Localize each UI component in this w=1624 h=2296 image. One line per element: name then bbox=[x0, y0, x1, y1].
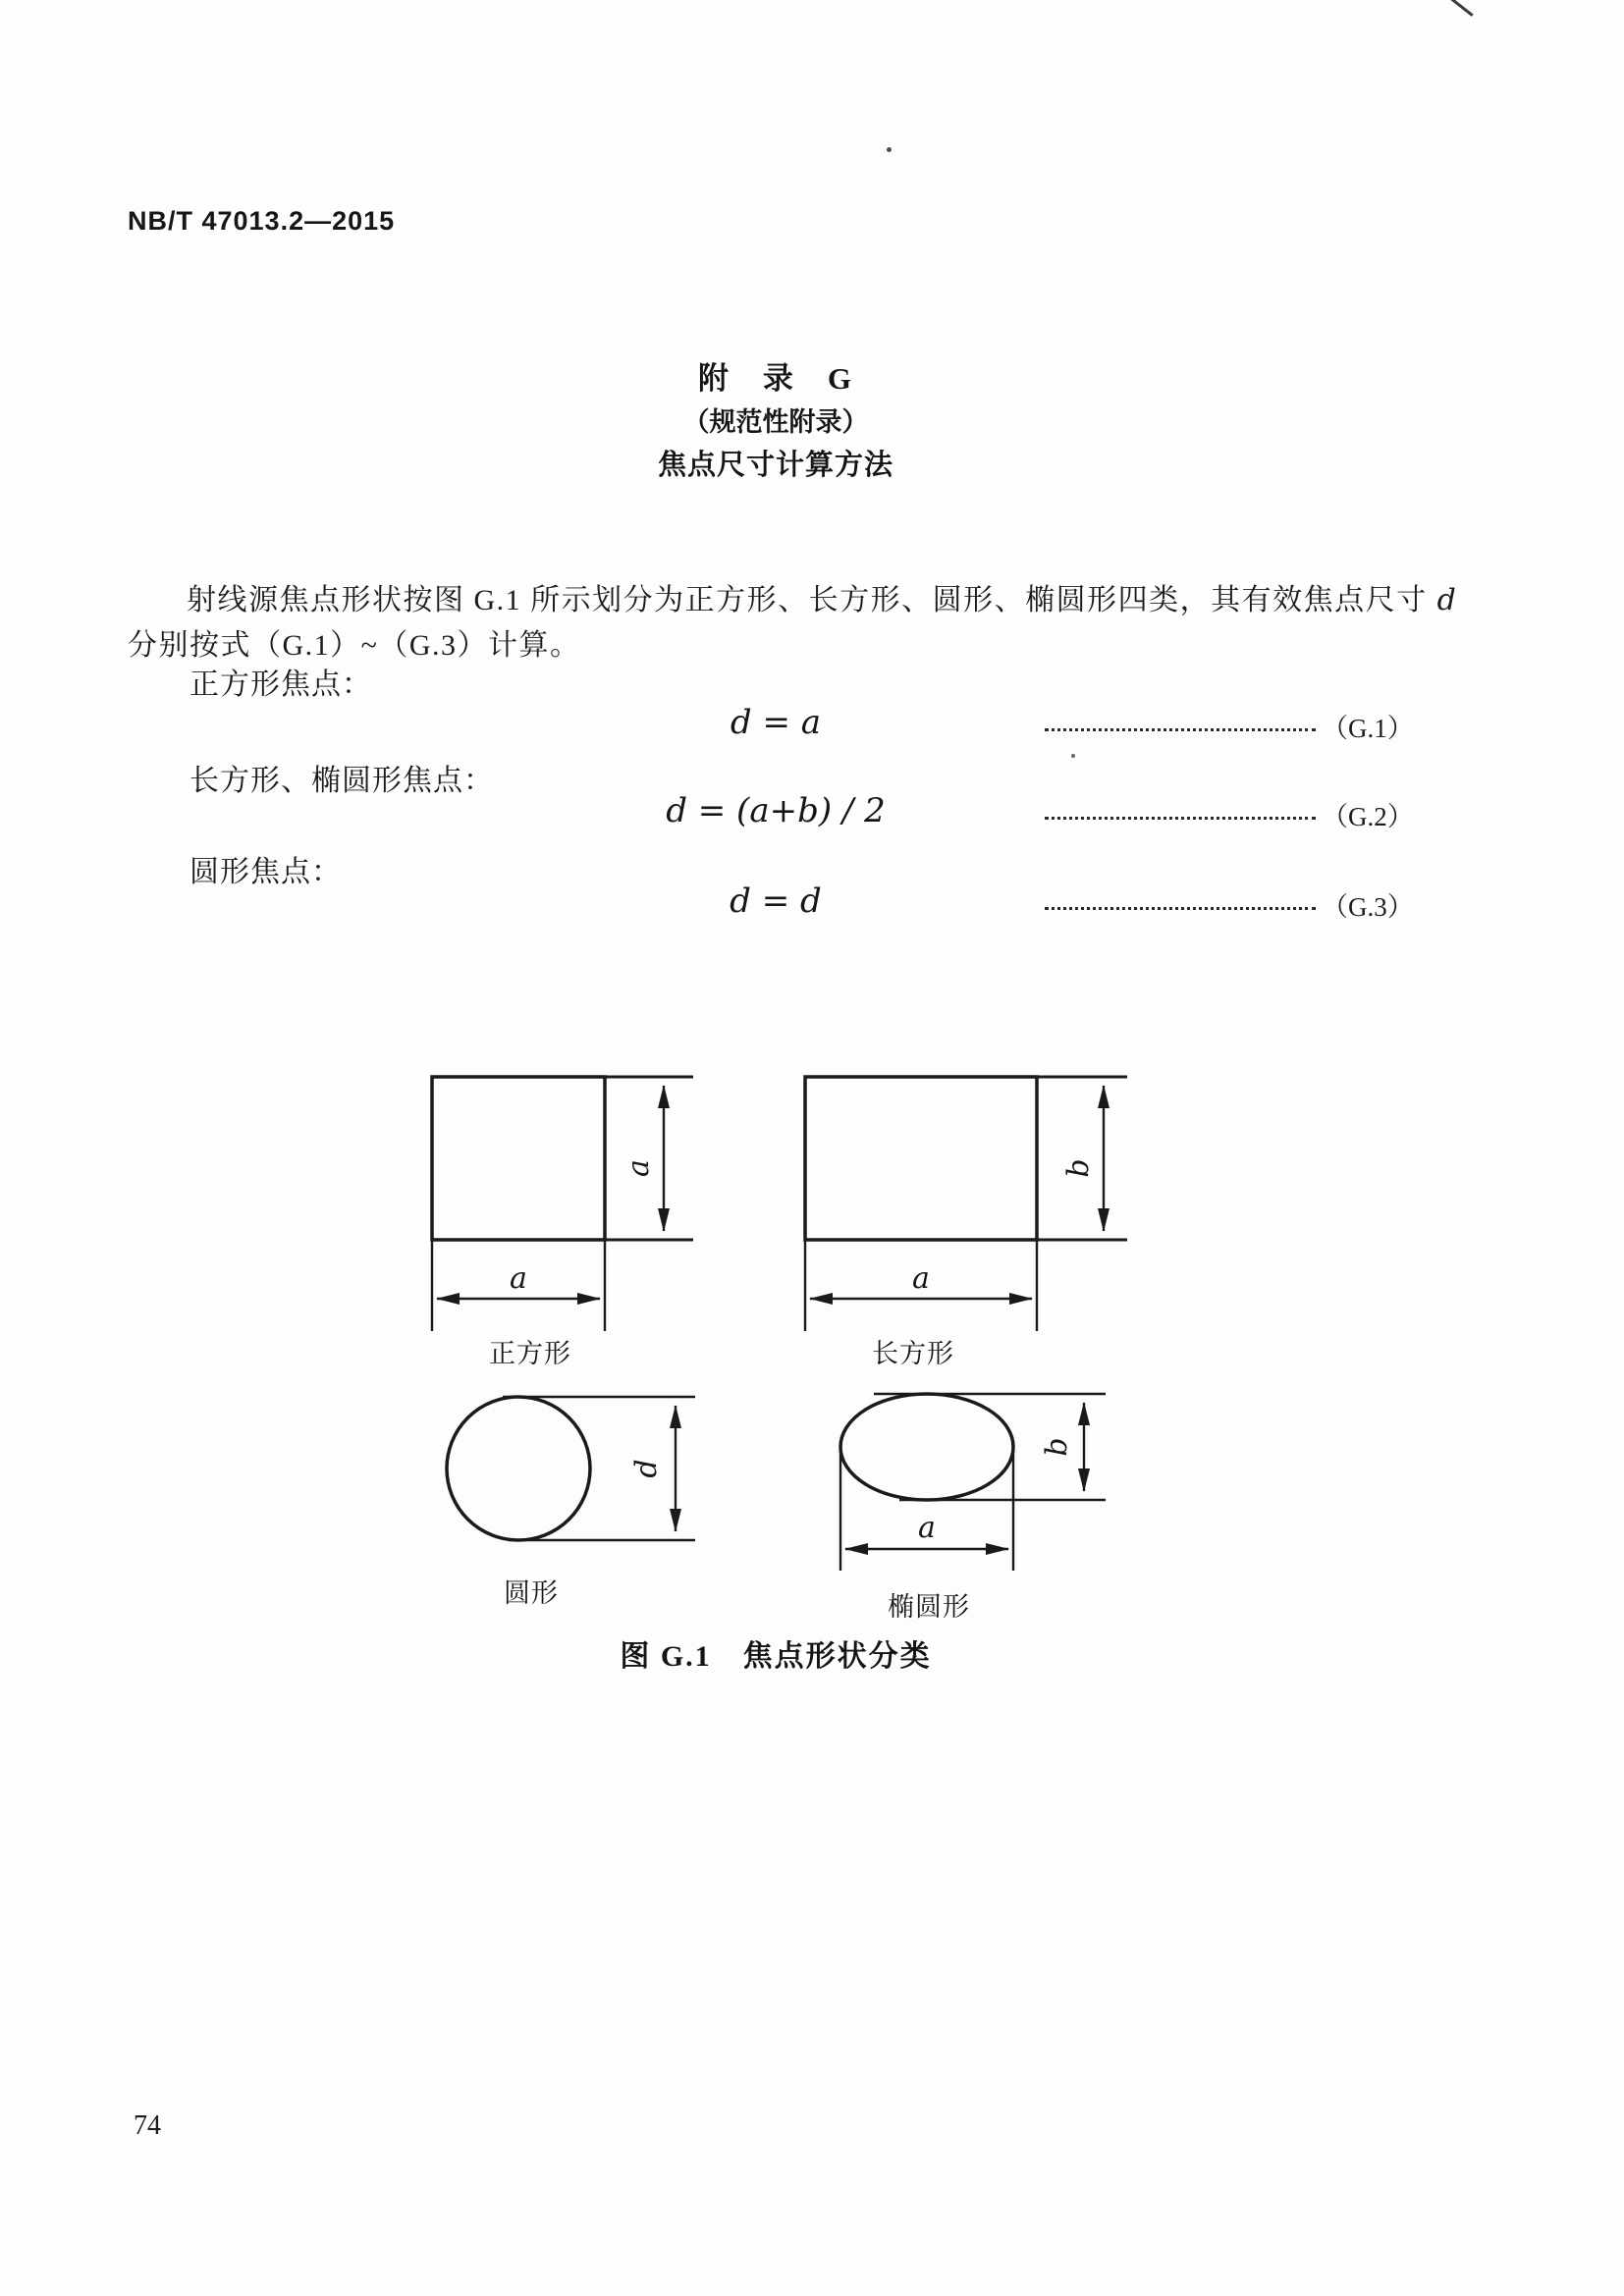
ellipse-height-dim-label: b bbox=[1040, 1437, 1074, 1457]
circle-shape bbox=[447, 1397, 590, 1540]
equation-3-label: 圆形焦点： bbox=[189, 856, 342, 888]
appendix-title: 附 录 G bbox=[697, 361, 854, 396]
equation-2-label: 长方形、椭圆形焦点： bbox=[189, 765, 494, 797]
square-width-dim-label: a bbox=[510, 1261, 527, 1296]
figure-g1 bbox=[373, 1031, 1237, 1718]
ellipse-shape-group bbox=[840, 1394, 1106, 1571]
square-shape-group bbox=[432, 1077, 693, 1331]
circle-label: 圆形 bbox=[504, 1578, 559, 1608]
intro-line-1 bbox=[128, 575, 1463, 618]
rectangle-height-dim-label: b bbox=[1061, 1158, 1096, 1178]
rectangle-label: 长方形 bbox=[872, 1339, 954, 1368]
figure-caption: 图 G.1 焦点形状分类 bbox=[620, 1640, 932, 1673]
intro-line-2: 分别按式（G.1）~（G.3）计算。 bbox=[128, 629, 581, 662]
equation-1-number: （G.1） bbox=[1322, 714, 1414, 743]
rectangle-shape bbox=[805, 1077, 1037, 1240]
ellipse-width-dim-label: a bbox=[918, 1511, 936, 1545]
rectangle-shape-group bbox=[805, 1077, 1127, 1331]
square-height-dim-label: a bbox=[622, 1159, 656, 1177]
rectangle-width-dim-label: a bbox=[912, 1261, 930, 1296]
equation-3-leader-dots bbox=[1045, 887, 1316, 910]
equation-3-formula: d = d bbox=[730, 881, 822, 921]
variable-d: d bbox=[1436, 583, 1456, 617]
scan-corner-mark bbox=[1448, 0, 1473, 17]
equation-1-label: 正方形焦点： bbox=[189, 668, 372, 701]
appendix-subtitle: （规范性附录） bbox=[682, 407, 869, 437]
intro-line-1-text: 射线源焦点形状按图 G.1 所示划分为正方形、长方形、圆形、椭圆形四类，其有效焦点尺寸 bbox=[187, 584, 1428, 616]
equation-3-number: （G.3） bbox=[1322, 892, 1414, 922]
scan-speck bbox=[1071, 754, 1075, 758]
equation-1-leader-dots bbox=[1045, 709, 1316, 731]
page-number: 74 bbox=[134, 2110, 161, 2141]
appendix-heading: 焦点尺寸计算方法 bbox=[657, 450, 893, 481]
circle-diameter-dim-label: d bbox=[629, 1459, 664, 1478]
ellipse-label: 椭圆形 bbox=[888, 1592, 970, 1622]
equation-2-leader-dots bbox=[1045, 797, 1316, 820]
standard-number: NB/T 47013.2—2015 bbox=[128, 206, 396, 236]
square-shape bbox=[432, 1077, 605, 1240]
equation-2-number: （G.2） bbox=[1322, 802, 1414, 831]
equation-1-formula: d = a bbox=[730, 703, 822, 742]
equation-2-formula: d = (a+b) / 2 bbox=[666, 791, 886, 830]
ellipse-shape bbox=[840, 1394, 1013, 1500]
scan-speck bbox=[887, 147, 892, 152]
square-label: 正方形 bbox=[489, 1339, 571, 1368]
